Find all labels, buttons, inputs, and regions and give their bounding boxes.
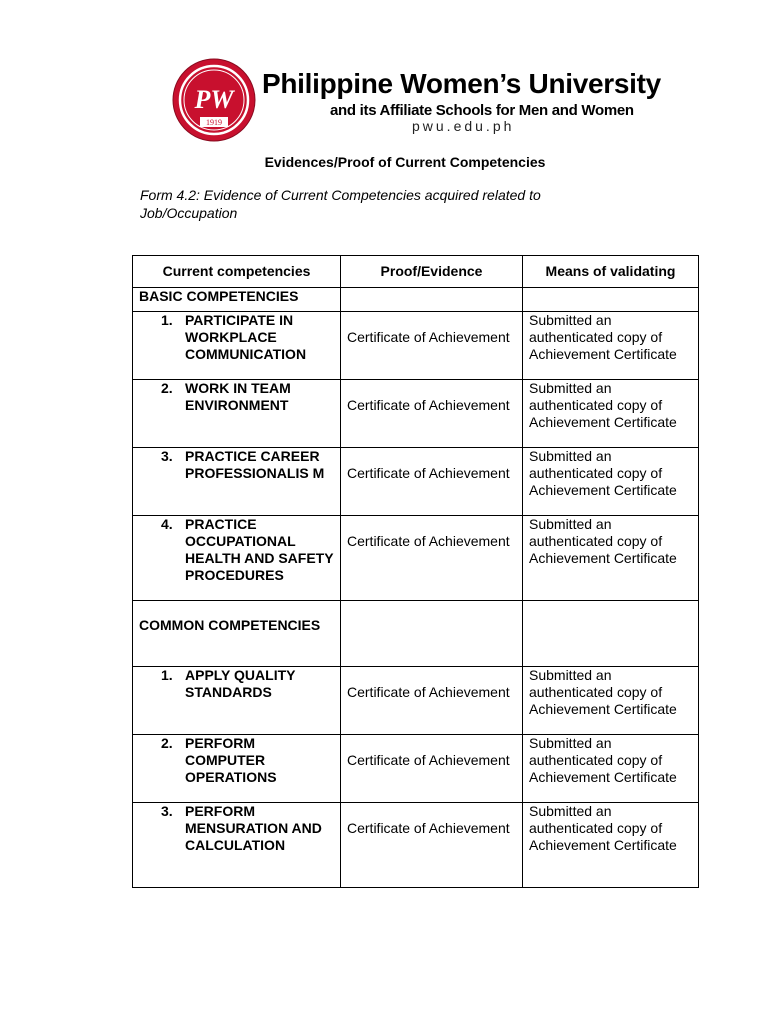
- competency-cell: [133, 667, 341, 735]
- section-row: [133, 601, 699, 667]
- competency-name: PRACTICE CAREER PROFESSIONALIS M: [185, 448, 325, 481]
- proof-cell: Certificate of Achievement: [341, 380, 523, 448]
- means-cell: Submitted an authenticated copy of Achievement Certificate: [523, 667, 699, 735]
- proof-cell: Certificate of Achievement: [341, 803, 523, 888]
- column-header: Current competencies: [133, 256, 341, 288]
- competency-name: APPLY QUALITY STANDARDS: [185, 667, 296, 700]
- table-row: [133, 735, 699, 803]
- table-row: [133, 667, 699, 735]
- seal-initials: PW: [194, 85, 234, 114]
- competency-cell: [133, 312, 341, 380]
- competency-name: WORK IN TEAM ENVIRONMENT: [185, 380, 291, 413]
- competency-cell: [133, 448, 341, 516]
- table-header-row: [133, 256, 699, 288]
- proof-cell: Certificate of Achievement: [341, 667, 523, 735]
- seal-year: 1919: [206, 118, 222, 127]
- item-number: 3.: [161, 803, 173, 819]
- means-cell: Submitted an authenticated copy of Achievement Certificate: [523, 312, 699, 380]
- means-cell: Submitted an authenticated copy of Achievement Certificate: [523, 516, 699, 601]
- item-number: 4.: [161, 516, 173, 532]
- university-name: Philippine Women’s University: [262, 68, 661, 99]
- item-number: 2.: [161, 735, 173, 751]
- table-row: [133, 516, 699, 601]
- competency-cell: [133, 516, 341, 601]
- section-title: COMMON COMPETENCIES: [133, 601, 341, 667]
- competency-name: PARTICIPATE IN WORKPLACE COMMUNICATION: [185, 312, 307, 362]
- competencies-table: [132, 255, 699, 888]
- means-cell: Submitted an authenticated copy of Achievement Certificate: [523, 803, 699, 888]
- competency-cell: [133, 803, 341, 888]
- proof-cell: Certificate of Achievement: [341, 735, 523, 803]
- document-title: Evidences/Proof of Current Competencies: [264, 154, 546, 170]
- university-website: pwu.edu.ph: [412, 118, 515, 134]
- table-row: [133, 448, 699, 516]
- form-caption: Form 4.2: Evidence of Current Competencies acquired related to Job/Occupation: [140, 187, 541, 221]
- means-cell: Submitted an authenticated copy of Achievement Certificate: [523, 448, 699, 516]
- table-row: [133, 380, 699, 448]
- proof-cell: Certificate of Achievement: [341, 312, 523, 380]
- proof-cell: Certificate of Achievement: [341, 516, 523, 601]
- university-subtitle: and its Affiliate Schools for Men and Women: [330, 102, 634, 119]
- competency-cell: [133, 380, 341, 448]
- table-row: [133, 803, 699, 888]
- item-number: 3.: [161, 448, 173, 464]
- item-number: 1.: [161, 667, 173, 683]
- proof-cell: Certificate of Achievement: [341, 448, 523, 516]
- competency-name: PERFORM COMPUTER OPERATIONS: [185, 735, 277, 785]
- means-cell: Submitted an authenticated copy of Achievement Certificate: [523, 735, 699, 803]
- section-title: BASIC COMPETENCIES: [133, 288, 341, 312]
- competency-name: PRACTICE OCCUPATIONAL HEALTH AND SAFETY PROCEDURES: [185, 516, 334, 583]
- section-row: [133, 288, 699, 312]
- column-header: Proof/Evidence: [341, 256, 523, 288]
- university-seal-logo: [172, 58, 256, 142]
- competency-name: PERFORM MENSURATION AND CALCULATION: [185, 803, 322, 853]
- item-number: 1.: [161, 312, 173, 328]
- means-cell: Submitted an authenticated copy of Achievement Certificate: [523, 380, 699, 448]
- column-header: Means of validating: [523, 256, 699, 288]
- item-number: 2.: [161, 380, 173, 396]
- table-row: [133, 312, 699, 380]
- competency-cell: [133, 735, 341, 803]
